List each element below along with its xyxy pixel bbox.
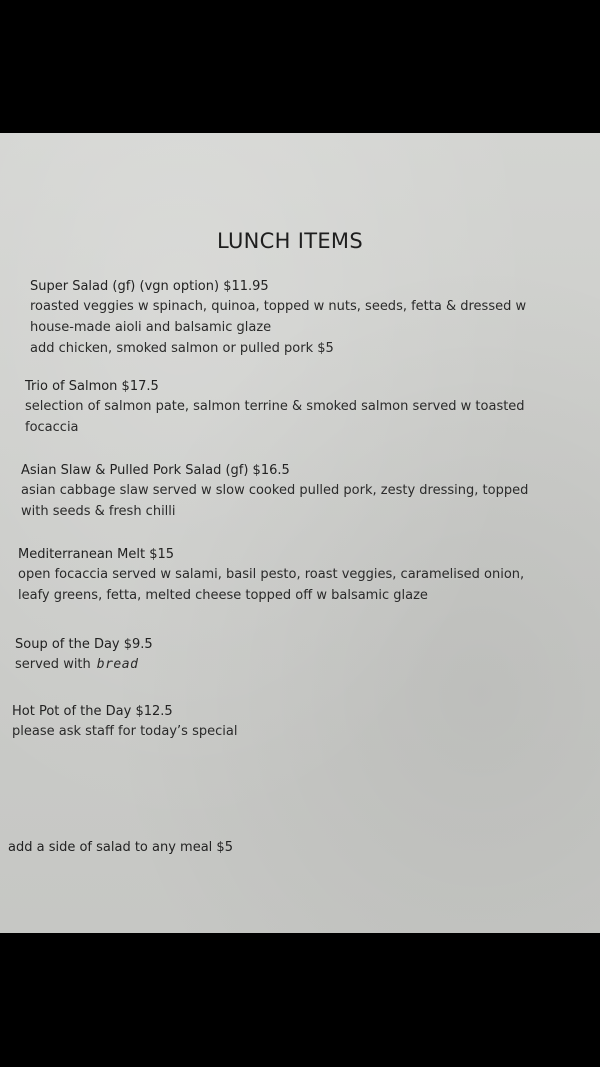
menu-item-mediterranean-melt — [18, 545, 524, 606]
item-desc-line: selection of salmon pate, salmon terrine & smoked salmon served w toasted — [25, 399, 525, 414]
menu-title: LUNCH ITEMS — [217, 229, 363, 253]
item-desc-line: with seeds & fresh chilli — [21, 504, 176, 519]
handwritten-note: bread — [96, 657, 139, 672]
item-desc-line: asian cabbage slaw served w slow cooked pulled pork, zesty dressing, topped — [21, 483, 529, 498]
item-title: Asian Slaw & Pulled Pork Salad (gf) $16.5 — [21, 463, 290, 478]
menu-item-asian-slaw — [21, 461, 528, 522]
item-desc-line — [15, 654, 153, 675]
item-desc-line: focaccia — [25, 420, 79, 435]
item-desc-line: open focaccia served w salami, basil pesto, roast veggies, caramelised onion, — [18, 567, 525, 582]
item-desc-text: served with — [15, 657, 91, 672]
menu-photo — [0, 133, 600, 933]
menu-item-trio-of-salmon — [25, 377, 525, 438]
menu-item-super-salad — [30, 277, 526, 359]
item-title: Super Salad (gf) (vgn option) $11.95 — [30, 279, 269, 294]
item-desc-line: leafy greens, fetta, melted cheese topped off w balsamic glaze — [18, 588, 428, 603]
item-desc-line: please ask staff for today’s special — [12, 724, 238, 739]
menu-item-hot-pot — [12, 702, 237, 742]
item-desc-line: roasted veggies w spinach, quinoa, topped w nuts, seeds, fetta & dressed w — [30, 299, 527, 314]
item-title: Trio of Salmon $17.5 — [25, 379, 159, 394]
item-desc-line: house-made aioli and balsamic glaze — [30, 320, 272, 335]
item-title: Mediterranean Melt $15 — [18, 547, 175, 562]
menu-item-soup-of-the-day — [15, 635, 153, 675]
item-desc-line: add chicken, smoked salmon or pulled pork $5 — [30, 341, 334, 356]
menu-footer-note: add a side of salad to any meal $5 — [8, 840, 233, 855]
item-title: Hot Pot of the Day $12.5 — [12, 704, 173, 719]
item-title: Soup of the Day $9.5 — [15, 637, 153, 652]
